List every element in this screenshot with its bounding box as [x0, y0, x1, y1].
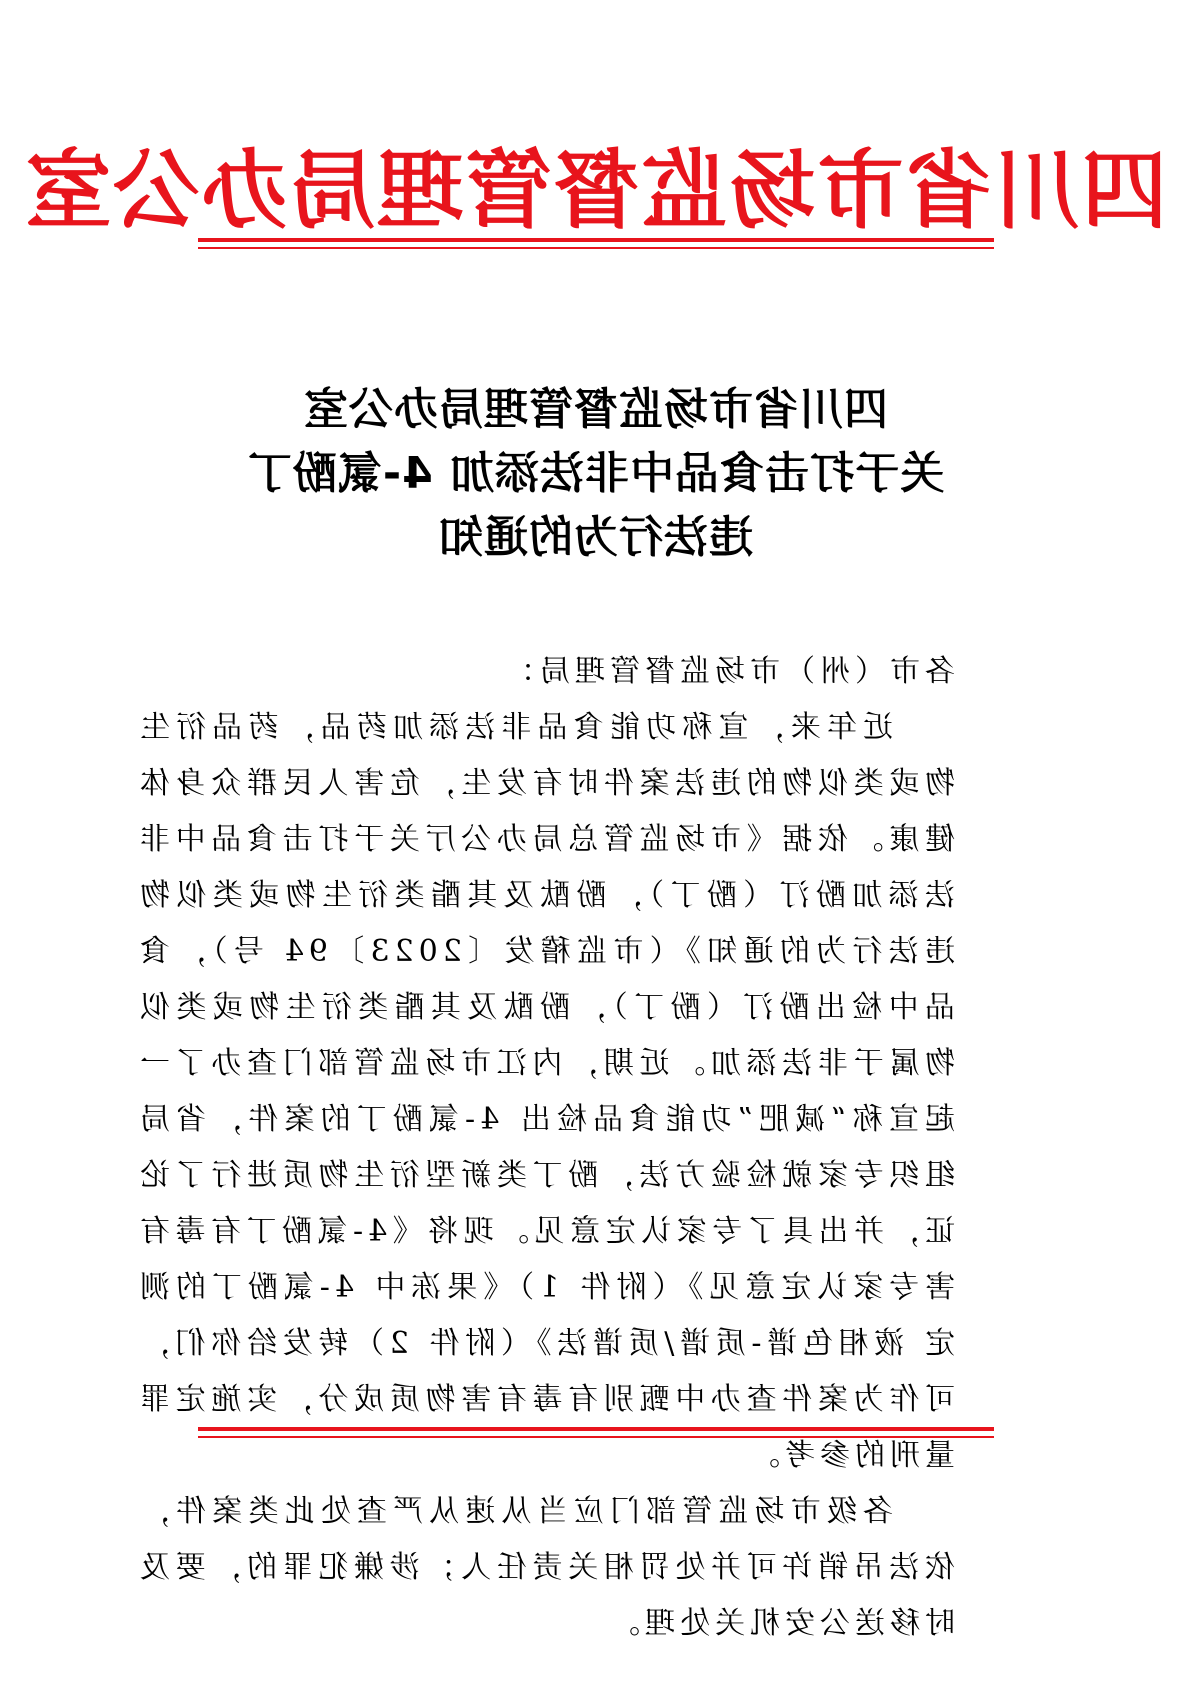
document-body — [135, 644, 955, 1652]
document-title-line-2: 关于打击食品中非法添加 4-氯酚丁 — [246, 448, 945, 499]
document-title-line-3: 违法行为的通知 — [438, 512, 753, 563]
letterhead-title: 四川省市场监督管理局办公室 — [23, 141, 1168, 241]
body-paragraph-2: 各级市场监管部门应当从速从严查处此类案件，依法吊销许可并处罚相关责任人；涉嫌犯罪的，要及时移送公安机关处理。 — [135, 1494, 955, 1641]
document-title — [0, 378, 1191, 570]
salutation: 各市（州）市场监督管理局： — [500, 654, 955, 689]
footer-rule-thick — [198, 1427, 994, 1431]
letterhead-rule-thick — [198, 238, 994, 242]
document-title-line-1: 四川省市场监督管理局办公室 — [303, 384, 888, 435]
body-paragraph-1: 近年来，宣称功能食品非法添加药品，药品衍生物或类似物的违法案件时有发生，危害人民群众身体健康。依据《市场监管总局办公厅关于打击食品中非法添加酚汀（酚丁），酚酞及其酯类衍生物或类似物违法行为的通知》（市监稽发〔2023〕94 号），食品中检出酚汀（酚丁），酚酞及其酯类衍生物或类似物属于非法添加。近期，内江市场监管部门查办了一起宣称“减肥”功能食品检出 4-氯酚丁的案件，省局组织专家就检验方法，酚丁类新型衍生物质进行了论证，并出具了专家认定意见。现将《4-氯酚丁有毒有害专家认定意见》（附件 1）《果冻中 4-氯酚丁的测定 液相色谱-质谱/质谱法》（附件 2）转发给你们，可作为案件查办中甄别有毒有害物质成分，实施定罪量刑的参考。 — [135, 710, 955, 1473]
letterhead-rule-thin — [198, 247, 994, 249]
footer-rule-thin — [198, 1436, 994, 1438]
